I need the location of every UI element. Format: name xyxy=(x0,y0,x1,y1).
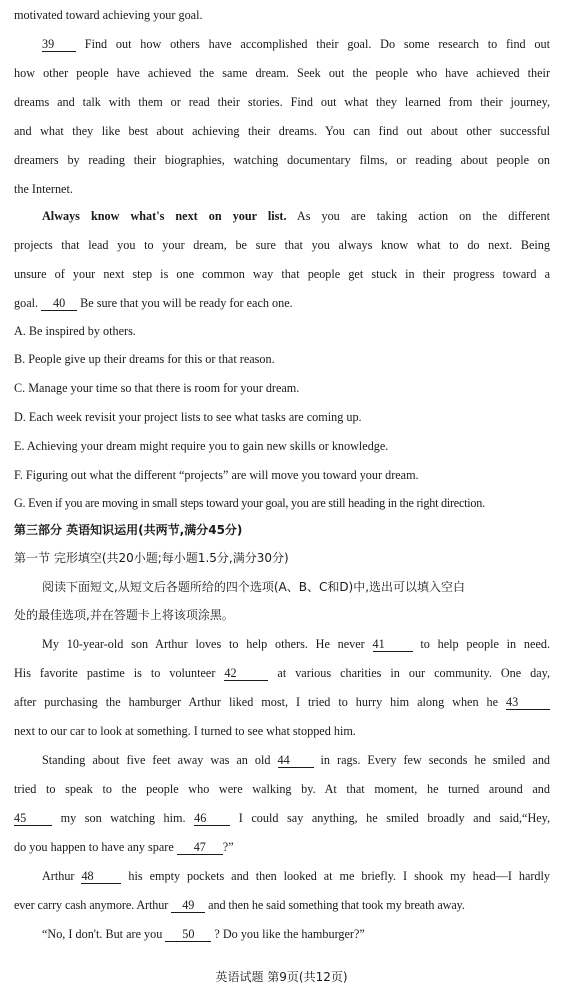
paragraph-next-line-1: Always know what's next on your list. As you are taking action on the different xyxy=(42,209,551,223)
blank-45[interactable]: 45 xyxy=(14,812,52,826)
cloze-p1-line-3: after purchasing the hamburger Arthur liked most, I tried to hurry him along when he 43 xyxy=(14,694,550,710)
cloze-p2-line-3: 45 my son watching him. 46 I could say anything, he smiled broadly and said,“Hey, xyxy=(14,811,551,825)
paragraph-next-line-4: goal. 40 Be sure that you will be ready for each one. xyxy=(14,296,293,310)
intro-paragraph-end: motivated toward achieving your goal. xyxy=(14,8,203,22)
blank-39[interactable]: 39 xyxy=(42,38,76,52)
cloze-p2-line-4: do you happen to have any spare 47 ?” xyxy=(14,840,234,854)
blank-47[interactable]: 47 xyxy=(177,841,223,855)
cloze-p3-line-2: ever carry cash anymore. Arthur 49 and then he said something that took my breath away. xyxy=(14,898,465,912)
blank-50[interactable]: 50 xyxy=(165,928,211,942)
blank-49[interactable]: 49 xyxy=(171,899,205,913)
paragraph-39-line-2: how other people have achieved the same dream. Seek out the people who have achieved their xyxy=(14,66,550,80)
blank-46[interactable]: 46 xyxy=(194,812,230,826)
blank-40[interactable]: 40 xyxy=(41,297,77,311)
instructions-line-1: 阅读下面短文,从短文后各题所给的四个选项(A、B、C和D)中,选出可以填入空白 xyxy=(42,580,466,594)
cloze-p2-line-1: Standing about five feet away was an old 44 in rags. Every few seconds he smiled and xyxy=(42,753,551,767)
part-3-title: 第三部分 英语知识运用(共两节,满分45分) xyxy=(14,523,243,537)
instructions-line-2: 处的最佳选项,并在答题卡上将该项涂黑。 xyxy=(14,608,234,622)
blank-41[interactable]: 41 xyxy=(373,638,413,652)
paragraph-next-line-3: unsure of your next step is one common way that people get stuck in their progress toward a xyxy=(14,267,550,281)
cloze-p4-line-1: “No, I don't. But are you 50 ? Do you like the hamburger?” xyxy=(42,927,365,941)
paragraph-39-line-3: dreams and talk with them or read their stories. Find out what they learned from their journey, xyxy=(14,95,550,109)
option-c: C. Manage your time so that there is room for your dream. xyxy=(14,381,300,395)
option-f: F. Figuring out what the different “projects” are will move you toward your dream. xyxy=(14,468,419,482)
paragraph-39-line-5: dreamers by reading their biographies, watching documentary films, or reading about people on xyxy=(14,153,550,167)
option-d: D. Each week revisit your project lists to see what tasks are coming up. xyxy=(14,410,362,424)
paragraph-39-line-4: and what they like best about achieving their dreams. You can find out about other successful xyxy=(14,124,550,138)
option-a: A. Be inspired by others. xyxy=(14,324,136,338)
option-e: E. Achieving your dream might require you to gain new skills or knowledge. xyxy=(14,439,389,453)
cloze-p2-line-2: tried to speak to the people who were walking by. At that moment, he turned around and xyxy=(14,782,550,796)
blank-43[interactable]: 43 xyxy=(506,696,550,710)
option-b: B. People give up their dreams for this or that reason. xyxy=(14,352,275,366)
option-g: G. Even if you are moving in small steps toward your goal, you are still heading in the right direction. xyxy=(14,496,485,510)
page-footer: 英语试题 第9页(共12页) xyxy=(215,970,348,984)
section-1-title: 第一节 完形填空(共20小题;每小题1.5分,满分30分) xyxy=(14,551,289,565)
cloze-p1-line-4: next to our car to look at something. I turned to see what stopped him. xyxy=(14,724,356,738)
blank-42[interactable]: 42 xyxy=(224,667,268,681)
paragraph-39-line-6: the Internet. xyxy=(14,182,73,196)
paragraph-39-line-1: 39 Find out how others have accomplished their goal. Do some research to find out xyxy=(42,37,550,51)
paragraph-heading: Always know what's next on your list. xyxy=(42,209,287,223)
cloze-p1-line-1: My 10-year-old son Arthur loves to help others. He never 41 to help people in need. xyxy=(42,637,550,651)
cloze-p3-line-1: Arthur 48 his empty pockets and then looked at me briefly. I shook my head—I hardly xyxy=(42,869,550,883)
blank-44[interactable]: 44 xyxy=(278,754,314,768)
blank-48[interactable]: 48 xyxy=(81,870,121,884)
cloze-p1-line-2: His favorite pastime is to volunteer 42 at various charities in our community. One day, xyxy=(14,666,551,680)
paragraph-next-line-2: projects that lead you to your dream, be sure that you always know what to do next. Being xyxy=(14,238,550,252)
